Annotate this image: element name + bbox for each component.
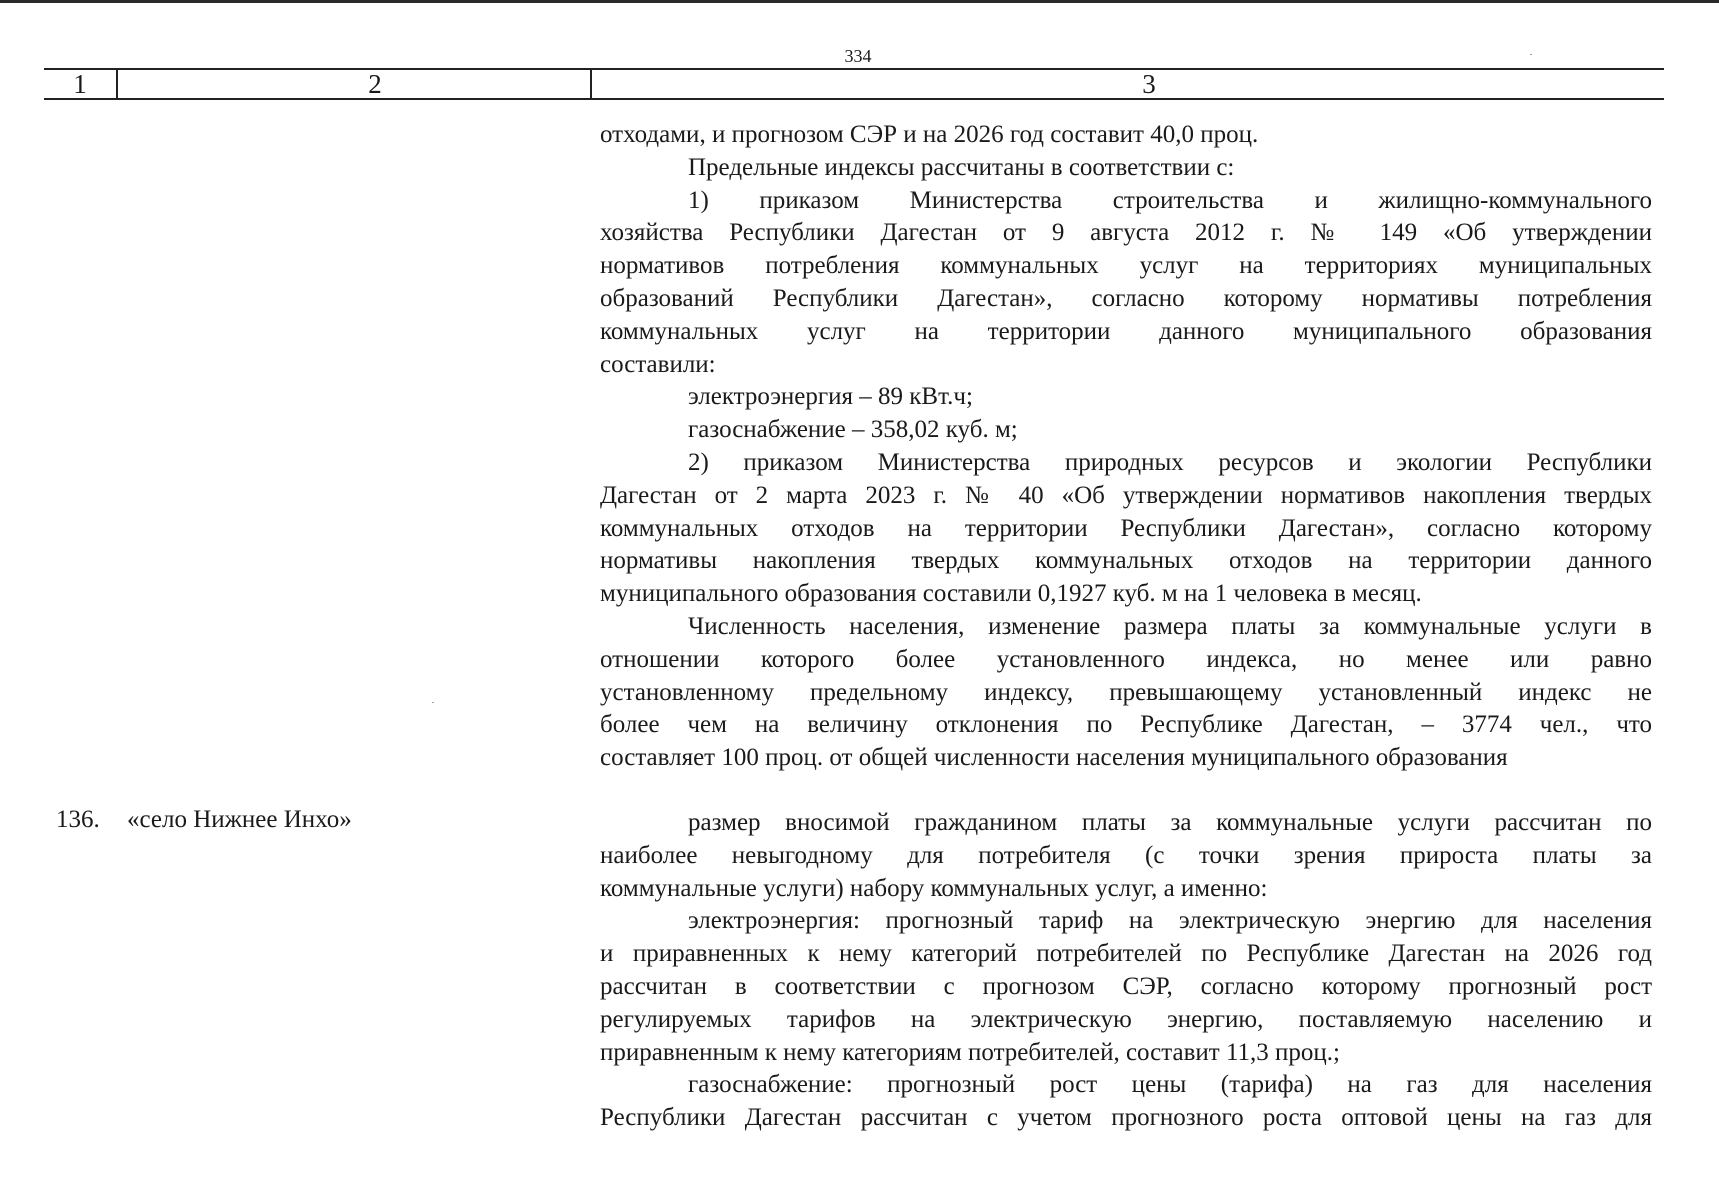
- text-line: 1) приказом Министерства строительства и жилищно-коммунального: [688, 186, 1652, 214]
- column-header-1: 1: [73, 69, 87, 99]
- page-top-edge: [0, 0, 1719, 3]
- column-divider: [590, 70, 592, 98]
- text-line: регулируемых тарифов на электрическую энергию, поставляемую населению и: [600, 1005, 1652, 1033]
- text-line: наиболее невыгодному для потребителя (с точки зрения прироста платы за: [600, 841, 1652, 869]
- text-line: нормативы накопления твердых коммунальных отходов на территории данного: [600, 547, 1652, 575]
- text-line: образований Республики Дагестан», согласно которому нормативы потребления: [600, 284, 1652, 312]
- text-line: отходами, и прогнозом СЭР и на 2026 год составит 40,0 проц.: [600, 121, 1259, 148]
- text-line: коммунальных отходов на территории Республики Дагестан», согласно которому: [600, 514, 1652, 542]
- text-line: приравненным к нему категориям потребителей, составит 11,3 проц.;: [600, 1038, 1340, 1066]
- text-line: электроэнергия: прогнозный тариф на электрическую энергию для населения: [688, 907, 1652, 935]
- text-line: отношении которого более установленного индекса, но менее или равно: [600, 645, 1652, 673]
- text-line: электроэнергия – 89 кВт.ч;: [688, 383, 973, 411]
- text-line: газоснабжение – 358,02 куб. м;: [688, 416, 1018, 444]
- text-line: и приравненных к нему категорий потребителей по Республике Дагестан на 2026 год: [600, 940, 1652, 968]
- continued-description-text: [600, 119, 1652, 775]
- column-header-3: 3: [1142, 69, 1156, 99]
- scan-speck: [1530, 54, 1532, 55]
- text-line: Предельные индексы рассчитаны в соответствии с:: [688, 153, 1235, 181]
- scan-speck: [432, 702, 434, 703]
- text-line: размер вносимой гражданином платы за коммунальные услуги рассчитан по: [688, 809, 1652, 836]
- text-line: более чем на величину отклонения по Республике Дагестан, – 3774 чел., что: [600, 711, 1652, 739]
- entry-description-text: [600, 807, 1652, 1135]
- text-line: составили:: [600, 350, 716, 378]
- text-line: коммунальных услуг на территории данного муниципального образования: [600, 317, 1652, 345]
- column-header-2: 2: [368, 69, 382, 99]
- text-line: коммунальные услуги) набору коммунальных услуг, а именно:: [600, 874, 1268, 902]
- text-line: хозяйства Республики Дагестан от 9 августа 2012 г. № 149 «Об утверждении: [600, 219, 1652, 247]
- page-number: 334: [844, 46, 872, 66]
- text-line: 2) приказом Министерства природных ресурсов и экологии Республики: [688, 448, 1652, 476]
- text-line: муниципального образования составили 0,1927 куб. м на 1 человека в месяц.: [600, 580, 1422, 608]
- text-line: рассчитан в соответствии с прогнозом СЭР, согласно которому прогнозный рост: [600, 972, 1652, 1000]
- text-line: Республики Дагестан рассчитан с учетом прогнозного роста оптовой цены на газ для: [600, 1104, 1652, 1132]
- text-line: Численность населения, изменение размера платы за коммунальные услуги в: [688, 612, 1652, 640]
- table-header-row: [44, 68, 1664, 100]
- text-line: газоснабжение: прогнозный рост цены (тарифа) на газ для населения: [688, 1071, 1652, 1099]
- entry-number: 136.: [56, 806, 100, 833]
- municipality-name: «село Нижнее Инхо»: [127, 806, 352, 833]
- text-line: Дагестан от 2 марта 2023 г. № 40 «Об утверждении нормативов накопления твердых: [600, 481, 1652, 509]
- text-line: нормативов потребления коммунальных услуг на территориях муниципальных: [600, 252, 1652, 280]
- text-line: установленному предельному индексу, превышающему установленный индекс не: [600, 678, 1652, 706]
- text-line: составляет 100 проц. от общей численности населения муниципального образования: [600, 744, 1508, 772]
